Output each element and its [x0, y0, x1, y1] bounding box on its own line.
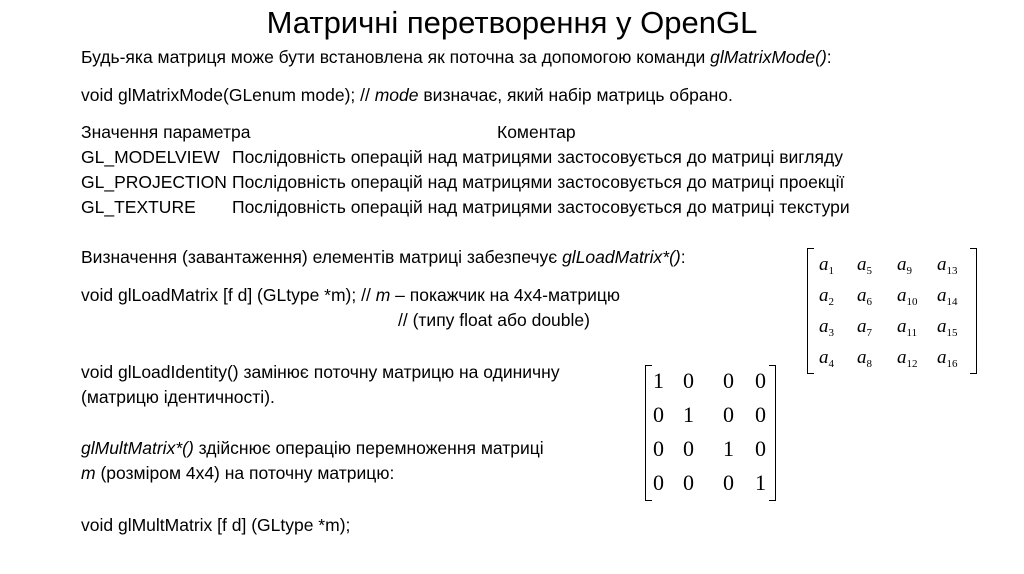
load-decl-comment: // (типу float або double)	[398, 310, 590, 330]
matrix-a-cell: $a_6$	[857, 285, 872, 308]
mult-line-1	[81, 437, 544, 459]
load-func: glLoadMatrix*()	[562, 247, 681, 267]
identity-matrix-cell: 0	[723, 368, 734, 393]
table-header-value: Значення параметра	[81, 122, 251, 142]
load-end: :	[680, 247, 686, 267]
matrix-a-cell: $a_{11}$	[897, 316, 918, 339]
mult-param: m	[81, 463, 96, 483]
table-row-value: GL_MODELVIEW	[81, 147, 220, 167]
mode-decl-rest: визначає, який набір матриць обрано.	[418, 85, 733, 105]
right-bracket	[970, 248, 977, 374]
matrix-a-cell: $a_{13}$	[937, 254, 958, 277]
identity-matrix-cell: 0	[755, 402, 766, 427]
identity-matrix-cell: 0	[723, 402, 734, 427]
matrix-a-cell: $a_{14}$	[937, 285, 958, 308]
matrix-mode-declaration	[81, 84, 733, 106]
mult-line2-rest: (розміром 4х4) на поточну матрицю:	[95, 463, 395, 483]
matrix-a-cell: $a_1$	[819, 254, 834, 277]
matrix-a-cell: $a_{10}$	[897, 285, 918, 308]
matrix-a-cell: $a_{16}$	[937, 347, 958, 370]
load-decl-code: void glLoadMatrix [f d] (GLtype *m); //	[81, 285, 376, 305]
load-matrix-text	[81, 246, 686, 268]
load-decl-param: m	[375, 285, 391, 305]
identity-line-2: (матрицю ідентичності).	[81, 387, 275, 407]
matrix-a-cell: $a_9$	[897, 254, 912, 277]
identity-matrix-cell: 0	[653, 470, 664, 495]
matrix-a	[807, 248, 977, 374]
identity-matrix-cell: 0	[683, 436, 694, 461]
identity-matrix-cell: 0	[653, 436, 664, 461]
table-row-comment: Послідовність операцій над матрицями застосовується до матриці текстури	[232, 197, 850, 217]
left-bracket	[807, 248, 814, 374]
identity-matrix-cell: 0	[683, 470, 694, 495]
identity-matrix-cell: 0	[683, 368, 694, 393]
mult-func: glMultMatrix*()	[81, 438, 194, 458]
identity-matrix-cell: 1	[723, 436, 734, 461]
matrix-a-cell: $a_7$	[857, 316, 872, 339]
matrix-a-cell: $a_3$	[819, 316, 834, 339]
mode-decl-code: void glMatrixMode(GLenum mode); //	[81, 85, 375, 105]
matrix-a-cell: $a_{15}$	[937, 316, 958, 339]
identity-matrix	[645, 365, 776, 501]
table-row-value: GL_TEXTURE	[81, 197, 196, 217]
left-bracket	[645, 365, 652, 501]
intro-text-main: Будь-яка матриця може бути встановлена як поточна за допомогою команди	[81, 47, 711, 67]
identity-matrix-cell: 1	[653, 368, 664, 393]
matrix-a-cell: $a_4$	[819, 347, 834, 370]
identity-matrix-cell: 0	[755, 368, 766, 393]
identity-matrix-cell: 0	[723, 470, 734, 495]
matrix-a-cell: $a_{12}$	[897, 347, 918, 370]
intro-func: glMatrixMode()	[710, 47, 827, 67]
identity-matrix-cell: 1	[755, 470, 766, 495]
slide-title: Матричні перетворення у OpenGL	[266, 5, 758, 40]
mult-matrix-declaration: void glMultMatrix [f d] (GLtype *m);	[81, 515, 351, 535]
mode-decl-param: mode	[374, 85, 419, 105]
load-decl-rest: – покажчик на 4х4-матрицю	[390, 285, 620, 305]
table-header-comment: Коментар	[497, 122, 576, 142]
table-row-value: GL_PROJECTION	[81, 172, 227, 192]
identity-matrix-cell: 1	[683, 402, 694, 427]
load-text-main: Визначення (завантаження) елементів матриці забезпечує	[81, 247, 563, 267]
table-row-comment: Послідовність операцій над матрицями застосовується до матриці вигляду	[232, 147, 843, 167]
mult-line1-rest: здійснює операцію перемноження матриці	[193, 438, 544, 458]
matrix-a-cell: $a_8$	[857, 347, 872, 370]
matrix-a-cell: $a_5$	[857, 254, 872, 277]
right-bracket	[769, 365, 776, 501]
matrix-a-cell: $a_2$	[819, 285, 834, 308]
identity-line-1: void glLoadIdentity() замінює поточну матрицю на одиничну	[81, 362, 560, 382]
identity-matrix-cell: 0	[653, 402, 664, 427]
intro-end: :	[826, 47, 832, 67]
intro-text	[81, 46, 832, 68]
load-matrix-declaration	[81, 284, 620, 306]
identity-matrix-cell: 0	[755, 436, 766, 461]
mult-line-2	[81, 462, 394, 484]
table-row-comment: Послідовність операцій над матрицями застосовується до матриці проекції	[232, 172, 845, 192]
